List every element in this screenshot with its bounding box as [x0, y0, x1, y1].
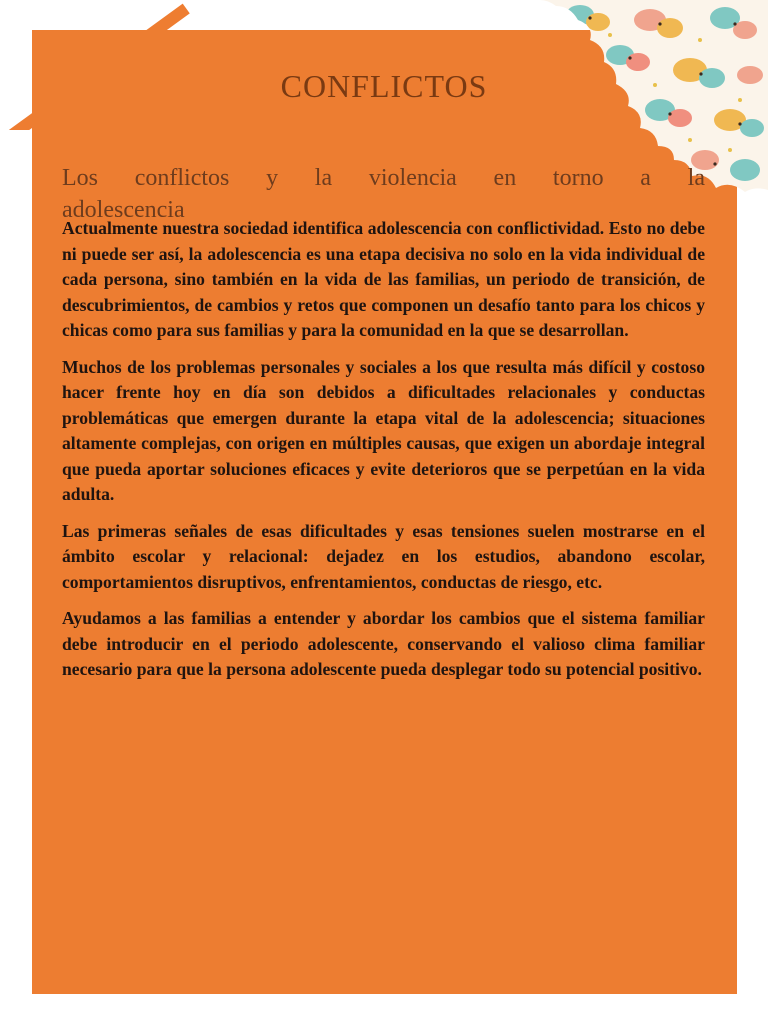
subtitle-line-2: adolescencia — [62, 197, 185, 223]
page-title: CONFLICTOS — [280, 68, 488, 104]
paragraph-2: Muchos de los problemas personales y sociales a los que resulta más difícil y costoso hacer frente hoy en día son debidos a dificultades relacionales y conductas problemáticas que emergen durante la etapa vital de la adolescencia; situaciones altamente complejas, con origen en múltiples causas, que exigen un abordaje integral que pueda aportar soluciones eficaces y evite deterioros que se perpetúan en la vida adulta. — [62, 356, 705, 504]
paragraph-4: Ayudamos a las familias a entender y abordar los cambios que el sistema familiar debe introducir en el periodo adolescente, conservando el valioso clima familiar necesario para que la persona adolescente pueda desplegar todo su potencial positivo. — [62, 608, 705, 679]
subtitle-line-1: Los conflictos y la violencia en torno a la — [62, 165, 705, 191]
paragraph-1: Actualmente nuestra sociedad identifica adolescencia con conflictividad. Esto no debe ni puede ser así, la adolescencia es una etapa decisiva no solo en la vida individual de cada persona, sino también en la vida de las familias, un periodo de transición, de descubrimientos, de cambios y retos que componen un desafío tanto para los chicos y chicas como para sus familias y para la comunidad en la que se desarrollan. — [62, 218, 705, 340]
body-text — [62, 216, 705, 694]
paragraph-3: Las primeras señales de esas dificultades y esas tensiones suelen mostrarse en el ámbito escolar y relacional: dejadez en los estudios, abandono escolar, comportamientos disruptivos, enfrentamientos, conductas de riesgo, etc. — [62, 520, 705, 592]
